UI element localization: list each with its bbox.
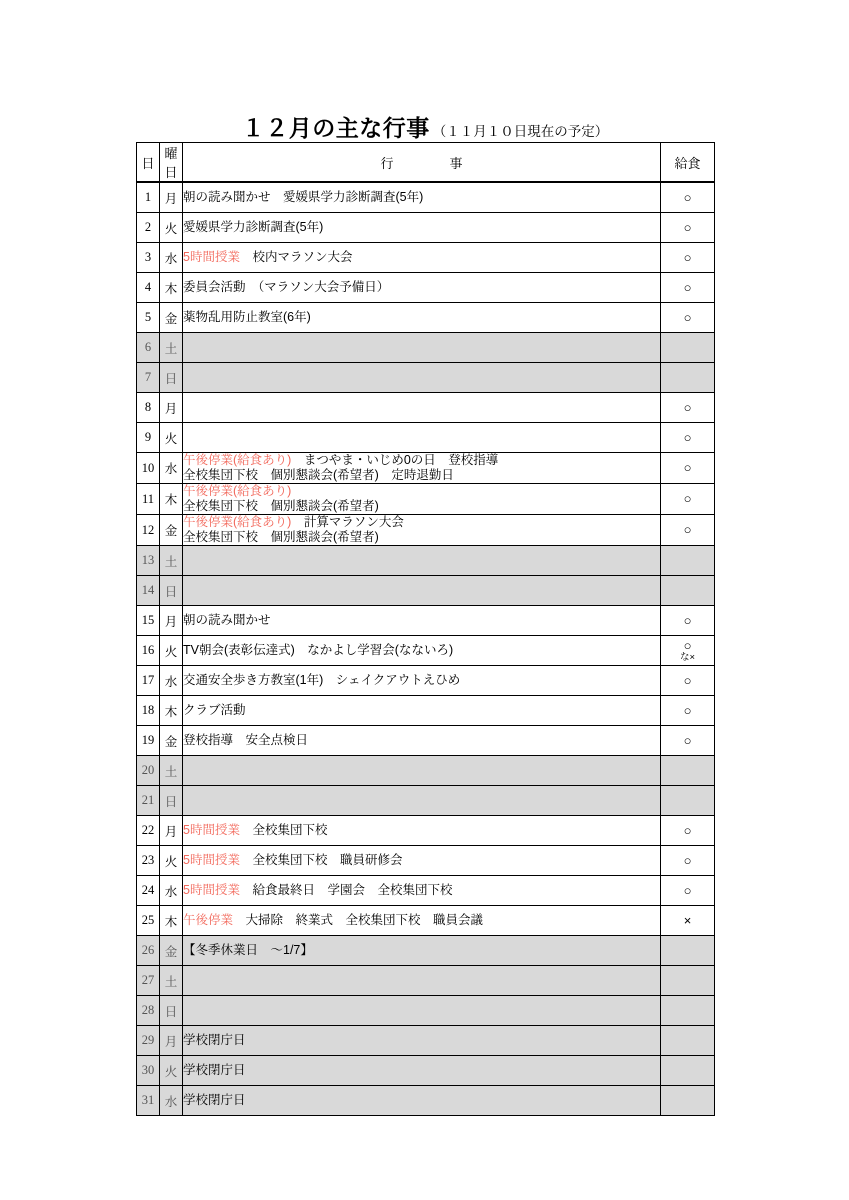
event-line: [183, 430, 660, 445]
cell-day-of-week: 火: [160, 423, 183, 453]
cell-day: 18: [137, 696, 160, 726]
table-row: [137, 243, 715, 273]
event-line: [183, 823, 660, 838]
event-highlight-text: 午後停業(給食あり): [183, 453, 292, 468]
cell-lunch-status: [661, 906, 715, 936]
lunch-mark: ○: [683, 309, 692, 325]
event-line: [183, 400, 660, 415]
cell-event-description: [183, 726, 661, 756]
event-normal-text: 全校集団下校 個別懇談会(希望者): [183, 499, 379, 513]
table-row: [137, 393, 715, 423]
cell-day-of-week: 木: [160, 273, 183, 303]
cell-lunch-status: [661, 423, 715, 453]
cell-day: 5: [137, 303, 160, 333]
table-row: [137, 606, 715, 636]
table-row: [137, 786, 715, 816]
table-row: [137, 1026, 715, 1056]
cell-lunch-status: [661, 182, 715, 213]
monthly-events-table: [136, 142, 715, 1116]
lunch-mark: ○: [683, 852, 692, 868]
cell-day: 24: [137, 876, 160, 906]
event-normal-text: 朝の読み聞かせ: [183, 613, 271, 628]
table-row: [137, 423, 715, 453]
cell-lunch-status: [661, 484, 715, 515]
cell-day-of-week: 金: [160, 726, 183, 756]
cell-day: 10: [137, 453, 160, 484]
cell-lunch-status: [661, 936, 715, 966]
cell-event-description: [183, 1026, 661, 1056]
cell-event-description: [183, 182, 661, 213]
event-line: [183, 499, 660, 514]
cell-day-of-week: 土: [160, 333, 183, 363]
table-row: [137, 906, 715, 936]
column-header-event: 行 事: [183, 143, 661, 183]
table-row: [137, 726, 715, 756]
event-line: [183, 763, 660, 778]
cell-lunch-status: [661, 393, 715, 423]
cell-day: 23: [137, 846, 160, 876]
lunch-mark: ○: [683, 612, 692, 628]
cell-day-of-week: 土: [160, 546, 183, 576]
table-row: [137, 936, 715, 966]
cell-event-description: [183, 576, 661, 606]
cell-day-of-week: 木: [160, 906, 183, 936]
cell-event-description: [183, 363, 661, 393]
event-normal-text: まつやま・いじめ0の日 登校指導: [291, 453, 499, 468]
cell-day: 2: [137, 213, 160, 243]
event-highlight-text: 午後停業(給食あり): [183, 484, 292, 499]
cell-day: 11: [137, 484, 160, 515]
lunch-mark: ○: [683, 672, 692, 688]
event-line: [183, 484, 660, 499]
cell-day-of-week: 火: [160, 1056, 183, 1086]
event-line: [183, 973, 660, 988]
event-normal-text: クラブ活動: [183, 703, 246, 718]
cell-lunch-status: [661, 333, 715, 363]
event-normal-text: 校内マラソン大会: [239, 250, 353, 265]
lunch-mark: ○: [683, 822, 692, 838]
cell-event-description: [183, 936, 661, 966]
cell-day: 14: [137, 576, 160, 606]
cell-event-description: [183, 756, 661, 786]
lunch-mark: ○: [683, 702, 692, 718]
cell-day: 20: [137, 756, 160, 786]
cell-day: 29: [137, 1026, 160, 1056]
cell-event-description: [183, 606, 661, 636]
cell-event-description: [183, 213, 661, 243]
cell-event-description: [183, 996, 661, 1026]
table-row: [137, 363, 715, 393]
event-line: [183, 468, 660, 483]
cell-day: 28: [137, 996, 160, 1026]
event-line: [183, 583, 660, 598]
cell-event-description: [183, 303, 661, 333]
event-normal-text: 全校集団下校 職員研修会: [239, 853, 403, 868]
event-normal-text: 学校閉庁日: [183, 1093, 246, 1108]
column-header-lunch: 給食: [661, 143, 715, 183]
cell-day: 27: [137, 966, 160, 996]
event-normal-text: 学校閉庁日: [183, 1033, 246, 1048]
cell-day-of-week: 土: [160, 966, 183, 996]
cell-day-of-week: 火: [160, 636, 183, 666]
lunch-mark: ○: [683, 491, 692, 507]
cell-day: 31: [137, 1086, 160, 1116]
cell-day-of-week: 金: [160, 936, 183, 966]
event-normal-text: 交通安全歩き方教室(1年) シェイクアウトえひめ: [183, 673, 461, 688]
cell-day-of-week: 日: [160, 576, 183, 606]
cell-event-description: [183, 786, 661, 816]
cell-lunch-status: [661, 996, 715, 1026]
cell-lunch-status: [661, 786, 715, 816]
event-normal-text: 給食最終日 学園会 全校集団下校: [239, 883, 453, 898]
page-title-subtitle: （１１月１０日現在の予定）: [432, 124, 609, 139]
cell-day: 25: [137, 906, 160, 936]
cell-lunch-status: [661, 515, 715, 546]
cell-day-of-week: 金: [160, 515, 183, 546]
cell-day-of-week: 土: [160, 756, 183, 786]
cell-event-description: [183, 1086, 661, 1116]
event-line: [183, 1093, 660, 1108]
cell-day: 19: [137, 726, 160, 756]
cell-lunch-status: [661, 576, 715, 606]
table-row: [137, 666, 715, 696]
cell-day: 6: [137, 333, 160, 363]
cell-event-description: [183, 243, 661, 273]
cell-lunch-status: [661, 816, 715, 846]
cell-lunch-status: [661, 966, 715, 996]
cell-event-description: [183, 636, 661, 666]
event-line: [183, 703, 660, 718]
table-row: [137, 636, 715, 666]
event-line: [183, 530, 660, 545]
event-normal-text: 学校閉庁日: [183, 1063, 246, 1078]
table-row: [137, 303, 715, 333]
lunch-mark: ○: [683, 882, 692, 898]
event-normal-text: 全校集団下校 個別懇談会(希望者) 定時退勤日: [183, 468, 454, 482]
cell-day: 22: [137, 816, 160, 846]
lunch-mark: ○: [683, 279, 692, 295]
event-highlight-text: 午後停業: [183, 913, 234, 928]
cell-event-description: [183, 333, 661, 363]
cell-day-of-week: 日: [160, 363, 183, 393]
cell-day-of-week: 水: [160, 1086, 183, 1116]
event-line: [183, 280, 660, 295]
table-row: [137, 515, 715, 546]
table-header-row: [137, 143, 715, 183]
cell-lunch-status: [661, 546, 715, 576]
cell-day-of-week: 火: [160, 846, 183, 876]
cell-lunch-status: [661, 453, 715, 484]
table-row: [137, 876, 715, 906]
cell-event-description: [183, 966, 661, 996]
cell-lunch-status: [661, 756, 715, 786]
cell-event-description: [183, 484, 661, 515]
event-normal-text: 委員会活動 （マラソン大会予備日）: [183, 280, 390, 295]
cell-day-of-week: 日: [160, 996, 183, 1026]
event-highlight-text: 5時間授業: [183, 823, 240, 838]
event-line: [183, 515, 660, 530]
event-normal-text: 【冬季休業日 ～1/7】: [183, 943, 313, 958]
cell-lunch-status: [661, 726, 715, 756]
lunch-mark: ○: [683, 219, 692, 235]
event-line: [183, 673, 660, 688]
page-title-main: １２月の主な行事: [241, 115, 430, 141]
cell-lunch-status: [661, 636, 715, 666]
table-row: [137, 816, 715, 846]
cell-event-description: [183, 515, 661, 546]
table-row: [137, 213, 715, 243]
cell-lunch-status: [661, 696, 715, 726]
cell-event-description: [183, 666, 661, 696]
table-row: [137, 576, 715, 606]
event-line: [183, 220, 660, 235]
cell-lunch-status: [661, 363, 715, 393]
table-row: [137, 1056, 715, 1086]
cell-lunch-status: [661, 606, 715, 636]
event-line: [183, 1033, 660, 1048]
event-highlight-text: 5時間授業: [183, 883, 240, 898]
event-normal-text: 大掃除 終業式 全校集団下校 職員会議: [233, 913, 484, 928]
table-row: [137, 484, 715, 515]
cell-event-description: [183, 393, 661, 423]
cell-day-of-week: 火: [160, 213, 183, 243]
table-row: [137, 966, 715, 996]
event-line: [183, 613, 660, 628]
cell-day: 9: [137, 423, 160, 453]
table-row: [137, 846, 715, 876]
event-line: [183, 793, 660, 808]
table-row: [137, 696, 715, 726]
cell-event-description: [183, 453, 661, 484]
lunch-mark-note: な×: [679, 651, 696, 663]
event-normal-text: TV朝会(表彰伝達式) なかよし学習会(なないろ): [183, 643, 454, 658]
event-highlight-text: 5時間授業: [183, 853, 240, 868]
event-line: [183, 190, 660, 205]
cell-day-of-week: 月: [160, 606, 183, 636]
cell-event-description: [183, 546, 661, 576]
page-title: [136, 110, 714, 143]
cell-day: 16: [137, 636, 160, 666]
table-row: [137, 333, 715, 363]
lunch-mark: ○: [683, 732, 692, 748]
cell-day: 12: [137, 515, 160, 546]
cell-day: 7: [137, 363, 160, 393]
cell-day: 8: [137, 393, 160, 423]
event-normal-text: 全校集団下校: [239, 823, 328, 838]
cell-day-of-week: 月: [160, 1026, 183, 1056]
cell-event-description: [183, 1056, 661, 1086]
cell-day-of-week: 水: [160, 876, 183, 906]
cell-lunch-status: [661, 876, 715, 906]
event-line: [183, 733, 660, 748]
event-normal-text: 計算マラソン大会: [291, 515, 404, 530]
event-highlight-text: 午後停業(給食あり): [183, 515, 292, 530]
cell-day-of-week: 水: [160, 666, 183, 696]
lunch-mark: ×: [683, 912, 692, 928]
cell-day-of-week: 月: [160, 816, 183, 846]
table-row: [137, 996, 715, 1026]
event-highlight-text: 5時間授業: [183, 250, 240, 265]
cell-day-of-week: 月: [160, 393, 183, 423]
cell-lunch-status: [661, 846, 715, 876]
cell-day: 13: [137, 546, 160, 576]
event-line: [183, 853, 660, 868]
event-line: [183, 340, 660, 355]
cell-event-description: [183, 906, 661, 936]
lunch-mark: ○: [683, 399, 692, 415]
event-line: [183, 913, 660, 928]
column-header-dow: 曜日: [160, 143, 183, 183]
lunch-mark: ○: [683, 189, 692, 205]
cell-event-description: [183, 423, 661, 453]
cell-day: 1: [137, 182, 160, 213]
cell-lunch-status: [661, 243, 715, 273]
cell-day: 26: [137, 936, 160, 966]
cell-event-description: [183, 876, 661, 906]
cell-day-of-week: 水: [160, 453, 183, 484]
table-row: [137, 546, 715, 576]
cell-day: 4: [137, 273, 160, 303]
lunch-mark: ○: [683, 522, 692, 538]
lunch-mark: ○: [683, 460, 692, 476]
cell-lunch-status: [661, 1056, 715, 1086]
table-row: [137, 1086, 715, 1116]
cell-day: 15: [137, 606, 160, 636]
table-row: [137, 453, 715, 484]
cell-day: 17: [137, 666, 160, 696]
event-normal-text: 愛媛県学力診断調査(5年): [183, 220, 324, 235]
cell-day-of-week: 木: [160, 484, 183, 515]
cell-day-of-week: 月: [160, 182, 183, 213]
cell-lunch-status: [661, 303, 715, 333]
cell-lunch-status: [661, 1086, 715, 1116]
cell-day-of-week: 水: [160, 243, 183, 273]
event-normal-text: 全校集団下校 個別懇談会(希望者): [183, 530, 379, 544]
cell-day: 30: [137, 1056, 160, 1086]
cell-event-description: [183, 846, 661, 876]
cell-lunch-status: [661, 1026, 715, 1056]
event-line: [183, 310, 660, 325]
table-row: [137, 273, 715, 303]
event-line: [183, 943, 660, 958]
cell-day: 21: [137, 786, 160, 816]
column-header-day: 日: [137, 143, 160, 183]
cell-day: 3: [137, 243, 160, 273]
table-row: [137, 756, 715, 786]
cell-event-description: [183, 273, 661, 303]
cell-lunch-status: [661, 666, 715, 696]
cell-event-description: [183, 696, 661, 726]
cell-day-of-week: 木: [160, 696, 183, 726]
lunch-mark: ○: [683, 637, 692, 653]
event-line: [183, 370, 660, 385]
event-line: [183, 250, 660, 265]
event-normal-text: 朝の読み聞かせ 愛媛県学力診断調査(5年): [183, 190, 424, 205]
lunch-mark: ○: [683, 249, 692, 265]
cell-event-description: [183, 816, 661, 846]
cell-day-of-week: 金: [160, 303, 183, 333]
event-line: [183, 453, 660, 468]
cell-lunch-status: [661, 273, 715, 303]
event-normal-text: 登校指導 安全点検日: [183, 733, 309, 748]
event-normal-text: 薬物乱用防止教室(6年): [183, 310, 311, 325]
event-line: [183, 1003, 660, 1018]
cell-day-of-week: 日: [160, 786, 183, 816]
event-line: [183, 643, 660, 658]
event-line: [183, 1063, 660, 1078]
table-row: [137, 182, 715, 213]
lunch-mark: ○: [683, 429, 692, 445]
event-line: [183, 553, 660, 568]
cell-lunch-status: [661, 213, 715, 243]
event-line: [183, 883, 660, 898]
